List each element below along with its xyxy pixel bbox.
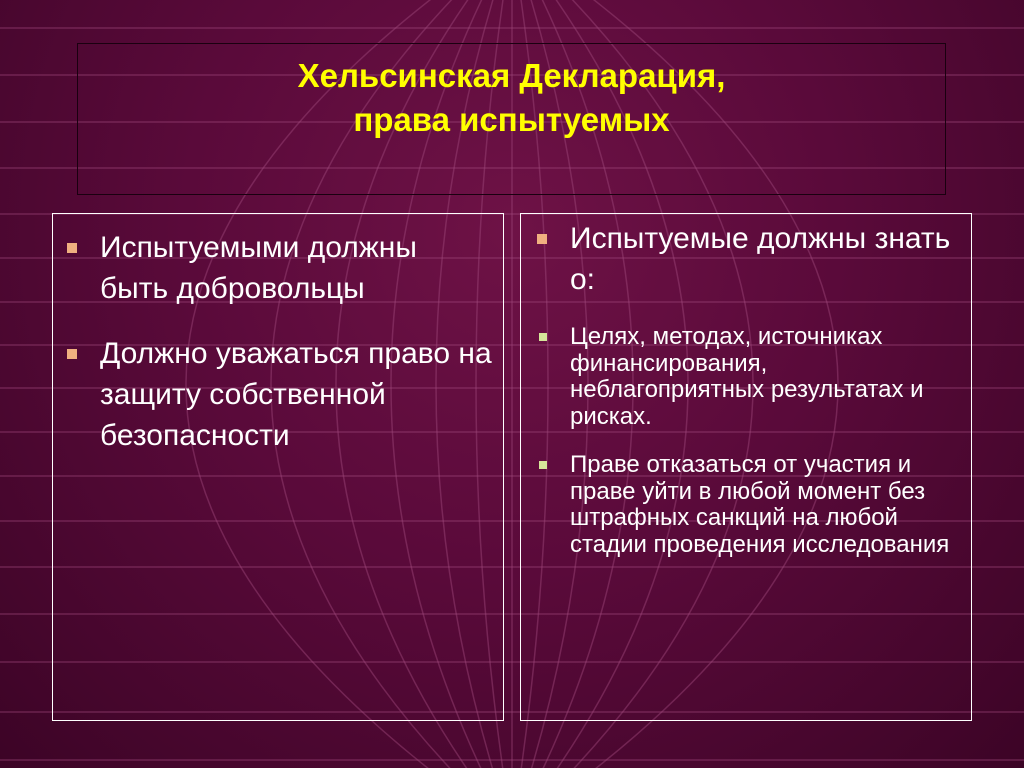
title-line-1: Хельсинская Декларация,: [297, 57, 726, 94]
right-bullet-list: [521, 214, 971, 558]
right-panel: [520, 213, 972, 721]
sub-bullet-list: [570, 324, 961, 558]
small-square-bullet-icon: [539, 461, 547, 469]
list-item: [100, 227, 493, 309]
square-bullet-icon: [537, 234, 547, 244]
list-item: [570, 218, 961, 558]
title-line-2: права испытуемых: [353, 101, 670, 138]
sub-list-item-text: Целях, методах, источниках финансирования, неблагоприятных результатах и рисках.: [570, 323, 924, 430]
list-item-text: Испытуемые должны знать о:: [570, 222, 951, 296]
small-square-bullet-icon: [539, 333, 547, 341]
sub-list-item: [570, 452, 961, 558]
sub-list-item-text: Праве отказаться от участия и праве уйти в любой момент без штрафных санкций на любой стадии проведения исследования: [570, 451, 950, 558]
list-item: [100, 333, 493, 456]
left-panel: [52, 213, 504, 721]
title-box: [77, 43, 946, 195]
square-bullet-icon: [67, 349, 77, 359]
square-bullet-icon: [67, 243, 77, 253]
list-item-text: Должно уважаться право на защиту собственной безопасности: [100, 337, 492, 452]
sub-list-item: [570, 324, 961, 430]
list-item-text: Испытуемыми должны быть добровольцы: [100, 231, 417, 305]
left-bullet-list: [53, 214, 503, 456]
slide-title: [78, 44, 945, 142]
